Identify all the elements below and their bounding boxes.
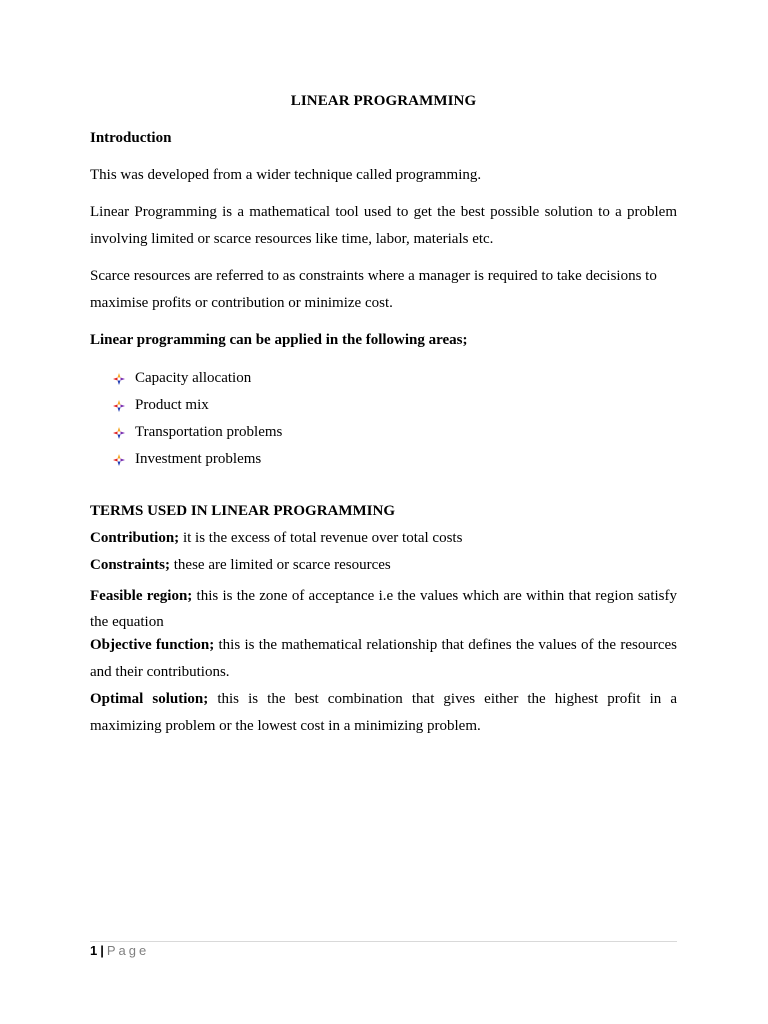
page-number: 1 <box>90 943 98 958</box>
terms-heading: TERMS USED IN LINEAR PROGRAMMING <box>90 503 396 519</box>
list-item-label: Transportation problems <box>135 424 283 440</box>
term-name: Objective function; <box>90 637 215 653</box>
term-text: this is the mathematical relationship that defines the values of the resources and their contributions. <box>90 637 677 680</box>
list-item <box>90 420 677 447</box>
four-color-arrow-bullet-icon <box>113 454 125 466</box>
intro-paragraph-3: Scarce resources are referred to as constraints where a manager is required to take decisions to maximise profits or contribution or minimize cost. <box>90 268 657 311</box>
term-text: these are limited or scarce resources <box>170 557 391 573</box>
footer-separator: | <box>100 943 104 958</box>
term-name: Feasible region; <box>90 588 193 604</box>
four-color-arrow-bullet-icon <box>113 400 125 412</box>
list-item <box>90 393 677 420</box>
footer-divider <box>90 941 677 942</box>
term-definition <box>90 583 677 635</box>
list-item <box>90 366 677 393</box>
term-definition <box>90 686 677 740</box>
term-text: this is the zone of acceptance i.e the values which are within that region satisfy the equation <box>90 588 677 630</box>
intro-paragraph-2: Linear Programming is a mathematical tool used to get the best possible solution to a problem involving limited or scarce resources like time, labor, materials etc. <box>90 204 677 247</box>
term-name: Contribution; <box>90 530 180 546</box>
term-definition <box>90 556 677 575</box>
areas-list <box>90 366 677 474</box>
term-definition <box>90 632 677 686</box>
term-text: this is the best combination that gives either the highest profit in a maximizing problem or the lowest cost in a minimizing problem. <box>90 691 677 734</box>
four-color-arrow-bullet-icon <box>113 427 125 439</box>
page-label: Page <box>106 943 150 958</box>
term-name: Constraints; <box>90 557 171 573</box>
page-footer <box>90 943 149 958</box>
list-item-label: Capacity allocation <box>135 370 252 386</box>
document-title: LINEAR PROGRAMMING <box>290 93 477 109</box>
list-item-label: Investment problems <box>135 451 262 467</box>
term-text: it is the excess of total revenue over total costs <box>179 530 463 546</box>
intro-paragraph-1: This was developed from a wider technique called programming. <box>90 167 482 183</box>
areas-heading: Linear programming can be applied in the following areas; <box>90 332 468 348</box>
list-item-label: Product mix <box>135 397 209 413</box>
intro-heading: Introduction <box>90 130 172 146</box>
term-definition <box>90 529 677 548</box>
four-color-arrow-bullet-icon <box>113 373 125 385</box>
list-item <box>90 447 677 474</box>
term-name: Optimal solution; <box>90 691 209 707</box>
